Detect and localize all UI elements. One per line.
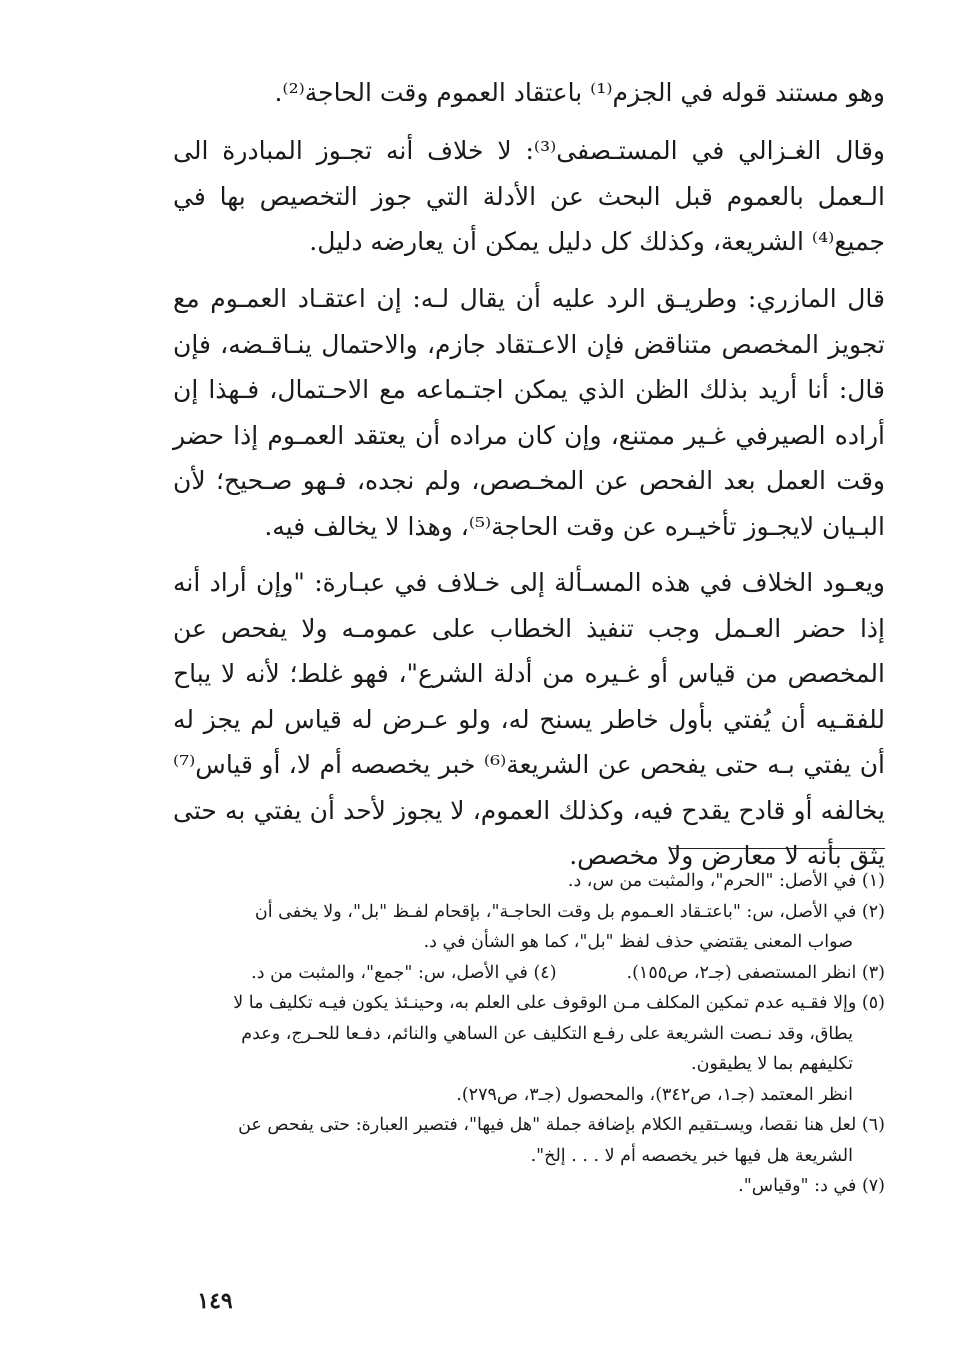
footnote-5-continuation-1: يطاق، وقد نـصت الشريعة على رفـع التكليف عن الساهي والنائم، دفـعا للحـرج، وعدم — [241, 1023, 853, 1044]
footnote-5: (٥) وإلا فقـيه عدم تمكين المكلف مـن الوقوف على العلم به، وحينـئذ يكون فيـه تكليف ما لا — [233, 993, 885, 1013]
footnotes-section — [173, 866, 885, 1202]
footnote-2-continuation: صواب المعنى يقتضي حذف لفظ "بل"، كما هو الشأن في د. — [423, 932, 853, 952]
footnote-1: (١) في الأصل: "الحرم"، والمثبت من س، د. — [567, 871, 885, 891]
body-paragraph-2: وقال الغـزالي في المستـصفى⁽³⁾: لا خلاف أنه تجـوز المبادرة الى الـعمل بالعموم قبل البحث عن الأدلة التي جوز التخصيص بها في جميع⁽⁴⁾ الشريعة، وكذلك كل دليل يمكن أن يعارضه دليل. — [173, 136, 885, 256]
body-paragraph-4: ويعـود الخلاف في هذه المسـألة إلى خـلاف في عبـارة: "وإن أراد أنه إذا حضر العـمل وجب تنفيذ الخطاب على عمومـه ولا يفحص عن المخصص من قياس أو غـيره من أدلة الشرع"، فهو غلط؛ لأنه لا يباح للفقـيه أن يُفتي بأول خاطر يسنح له، ولو عـرض له قياس لم يجز له أن يفتي بـه حتى يفحص عن الشريعة⁽⁶⁾ خبر يخصصه أم لا، أو قياس⁽⁷⁾ يخالفه أو قادح يقدح فيه، وكذلك العموم، لا يجوز لأحد أن يفتي به حتى يثق بأنه لا معارض ولا مخصص. — [173, 568, 885, 870]
footnote-7: (٧) في د: "وقياس". — [738, 1176, 885, 1196]
footnote-2: (٢) في الأصل، س: "باعتـقاد العـموم بل وقت الحاجـة"، بإقحام لفـظ "بل"، ولا يخفى أن — [254, 901, 885, 922]
footnote-separator — [670, 848, 885, 849]
footnote-row-3-4 — [173, 958, 885, 989]
footnote-3: (٣) انظر المستصفى (جـ٢، ص١٥٥). — [626, 962, 885, 983]
footnote-4: (٤) في الأصل، س: "جمع"، والمثبت من د. — [251, 962, 557, 983]
footnote-5-continuation-2: تكليفهم بما لا يطيقون. — [691, 1054, 853, 1074]
body-paragraph-3: قال المازري: وطريـق الرد عليه أن يقال لـه: إن اعتقـاد العمـوم مع تجويز المخصص متناقض فإن الاعـتقاد جازم، والاحتمال ينـاقـضه، فإن قال: أنا أريد بذلك الظن الذي يمكن اجتـماعه مع الاحـتمال، فـهذا إن أراده الصيرفي غـير ممتنع، وإن كان مراده أن يعتقد العمـوم إذا حضر وقت العمل بعد الفحص عن المخـصص، ولم نجده، فـهو صـحيح؛ لأن البـيان لايجـوز تأخيـره عن وقت الحاجة⁽⁵⁾، وهذا لا يخالف فيه. — [173, 284, 885, 541]
footnote-6: (٦) لعل هنا نقصا، ويسـتقيم الكلام بإضافة جملة "هل فيها"، فتصير العبارة: حتى يفحص عن — [238, 1115, 885, 1135]
footnote-6-continuation: الشريعة هل فيها خبر يخصصه أم لا . . . إلخ". — [530, 1145, 853, 1166]
page-number: ١٤٩ — [197, 1288, 233, 1314]
footnote-5-reference: انظر المعتمد (جـ١، ص٣٤٢)، والمحصول (جـ٣، ص٢٧٩). — [456, 1084, 853, 1105]
body-paragraph-1: وهو مستند قوله في الجزم⁽¹⁾ باعتقاد العموم وقت الحاجة⁽²⁾. — [274, 78, 885, 107]
